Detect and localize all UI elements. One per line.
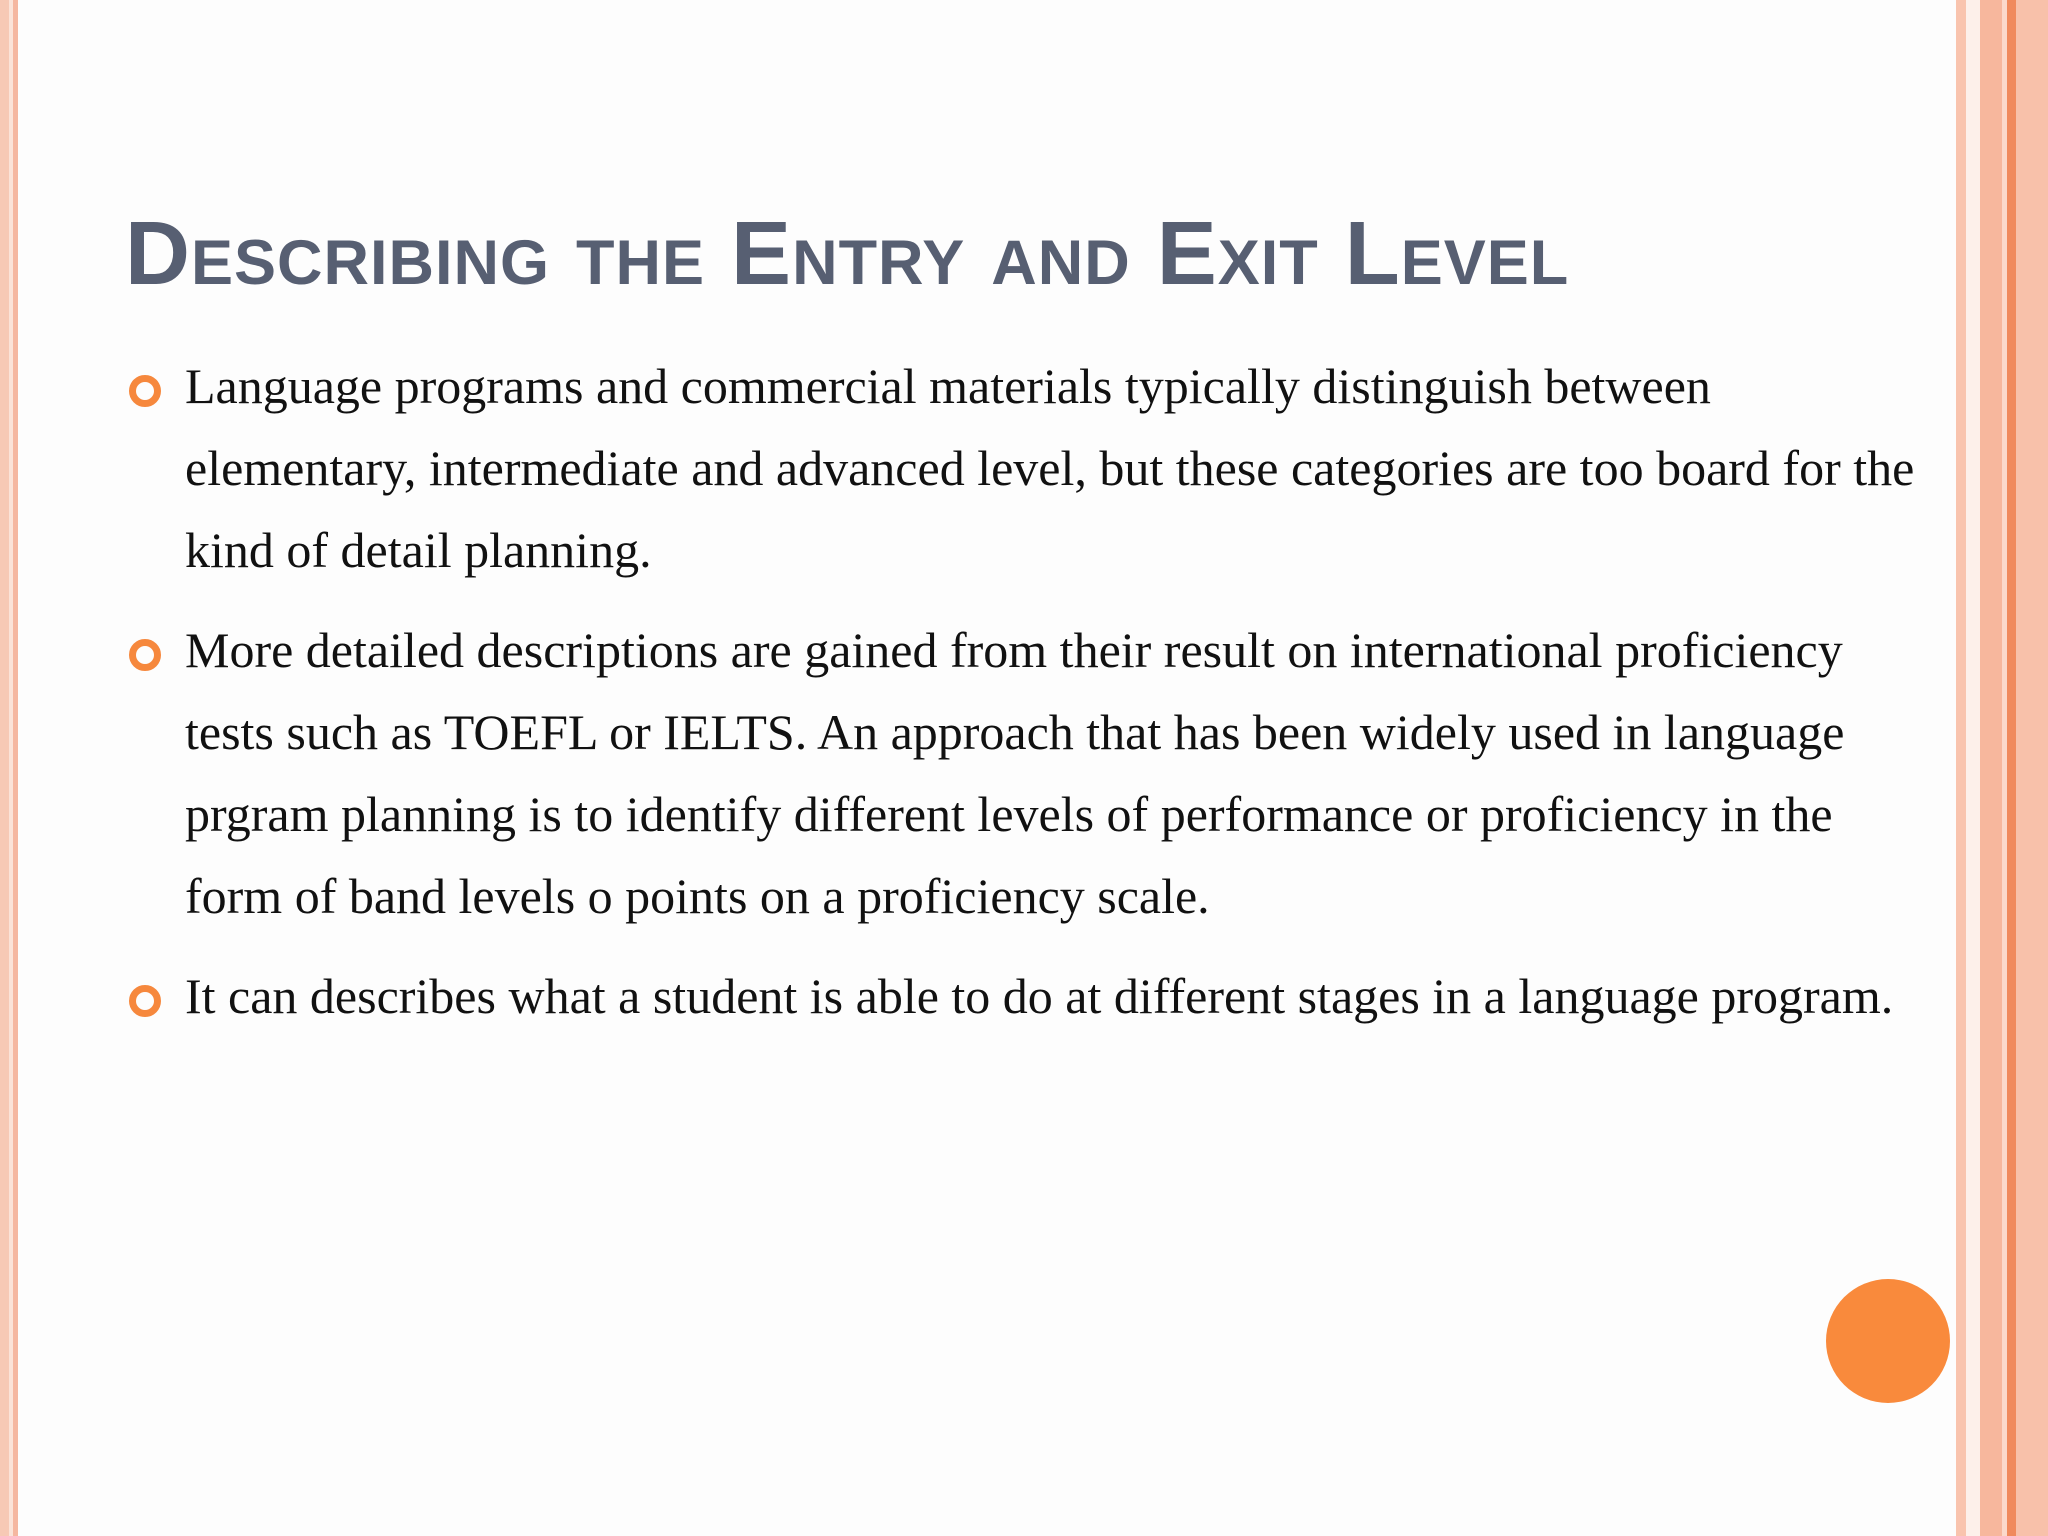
- bullet-text: It can describes what a student is able to do at different stages in a language program.: [185, 968, 1894, 1024]
- slide-title: Describing the Entry and Exit Level: [125, 204, 1570, 304]
- left-border-stripe: [13, 0, 18, 1536]
- bullet-text: More detailed descriptions are gained from their result on international proficiency tests such as TOEFL or IELTS. An approach that has been widely used in language prgram planning is to identify different levels of performance or proficiency in the form of band levels o points on a proficiency scale.: [185, 622, 1845, 924]
- bullet-item: [125, 609, 1925, 937]
- hollow-circle-icon: [129, 375, 161, 407]
- hollow-circle-icon: [129, 639, 161, 671]
- bullet-item: [125, 955, 1925, 1037]
- decorative-orange-circle-icon: [1826, 1279, 1950, 1403]
- right-border-stripe: [2007, 0, 2016, 1536]
- bullet-list: [125, 345, 1925, 1055]
- hollow-circle-icon: [129, 985, 161, 1017]
- bullet-item: [125, 345, 1925, 591]
- bullet-text: Language programs and commercial materials typically distinguish between elementary, intermediate and advanced level, but these categories are too board for the kind of detail planning.: [185, 358, 1915, 578]
- right-border-stripe: [2016, 0, 2048, 1536]
- right-border-stripe: [1956, 0, 1966, 1536]
- right-border-stripe: [1980, 0, 2002, 1536]
- left-border-stripe: [0, 0, 9, 1536]
- right-border-stripe: [1966, 0, 1980, 1536]
